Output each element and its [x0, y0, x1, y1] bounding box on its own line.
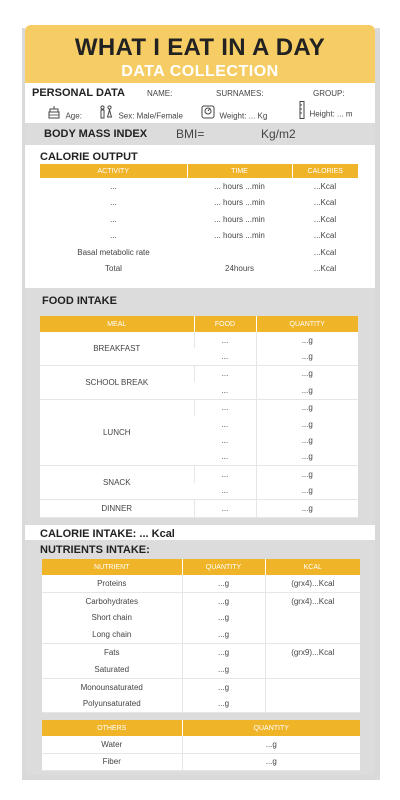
- header-banner: [25, 25, 375, 83]
- ruler-icon: [299, 101, 305, 124]
- table-row: [42, 696, 360, 713]
- column-header: QUANTITY: [182, 559, 265, 575]
- table-cell: ... hours ...min: [214, 181, 265, 191]
- page-subtitle: DATA COLLECTION: [121, 63, 279, 80]
- calorie-output-table: [40, 164, 358, 277]
- table-cell: ...: [194, 483, 256, 500]
- name-label: NAME:: [147, 89, 173, 98]
- table-row: [40, 261, 358, 278]
- table-cell: ...g: [182, 661, 265, 678]
- bmi-label: BODY MASS INDEX: [44, 128, 148, 140]
- table-cell: ...g: [256, 499, 358, 517]
- table-cell: ...g: [256, 382, 358, 399]
- table-cell: ... hours ...min: [214, 214, 265, 224]
- table-cell: ...g: [256, 466, 358, 483]
- column-header: QUANTITY: [182, 720, 360, 736]
- others-table: [42, 720, 360, 771]
- people-icon: [98, 105, 114, 124]
- table-cell: ...g: [182, 575, 265, 592]
- table-row: [42, 575, 360, 592]
- table-cell: ...: [221, 436, 229, 446]
- meal-name: LUNCH: [40, 399, 194, 466]
- age-label: Age:: [65, 111, 82, 121]
- table-cell: [187, 244, 292, 261]
- page-title: WHAT I EAT IN A DAY: [74, 34, 326, 61]
- table-cell: ...g: [256, 348, 358, 365]
- worksheet-card: [25, 25, 375, 775]
- table-cell: ...: [194, 499, 256, 517]
- table-cell: ...: [194, 365, 256, 382]
- table-cell: ...Kcal: [313, 264, 337, 274]
- table-cell: Proteins: [42, 575, 182, 592]
- table-row: [40, 332, 358, 348]
- table-cell: ...g: [182, 753, 360, 771]
- table-cell: Short chain: [91, 613, 132, 623]
- bmi-formula: BMI=: [176, 127, 205, 141]
- table-cell: ...g: [256, 449, 358, 466]
- table-cell: ...Kcal: [313, 247, 337, 257]
- table-cell: Basal metabolic rate: [77, 247, 150, 257]
- table-row: [40, 365, 358, 382]
- table-cell: ...g: [182, 610, 265, 627]
- table-row: [40, 499, 358, 517]
- table-row: [42, 626, 360, 643]
- table-cell: ...: [221, 419, 229, 429]
- sex-label: Sex: Male/Female: [118, 111, 183, 121]
- table-cell: (grx4)...Kcal: [265, 592, 360, 609]
- table-cell: Polyunsaturated: [42, 696, 182, 713]
- age-field: [47, 105, 82, 121]
- table-cell: ...: [110, 198, 117, 208]
- column-header: ACTIVITY: [40, 164, 187, 178]
- table-row: [42, 661, 360, 678]
- table-cell: ...g: [256, 432, 358, 448]
- weight-field: [201, 105, 267, 121]
- table-cell: [265, 626, 360, 643]
- table-cell: ...: [194, 348, 256, 365]
- column-header: FOOD: [194, 316, 256, 332]
- table-cell: ...Kcal: [313, 214, 337, 224]
- column-header: OTHERS: [42, 720, 182, 736]
- table-cell: ...Kcal: [313, 181, 337, 191]
- table-cell: ... hours ...min: [214, 231, 265, 241]
- table-row: [40, 211, 358, 228]
- table-cell: Monounsaturated: [80, 682, 143, 692]
- table-cell: [265, 610, 360, 627]
- column-header: QUANTITY: [256, 316, 358, 332]
- table-cell: ...Kcal: [313, 231, 337, 241]
- calorie-intake-label: CALORIE INTAKE: ... Kcal: [40, 528, 175, 540]
- table-cell: [265, 696, 360, 713]
- personal-data-heading: PERSONAL DATA: [32, 87, 125, 99]
- table-cell: ...Kcal: [313, 198, 337, 208]
- table-cell: Saturated: [42, 661, 182, 678]
- scale-icon: [201, 105, 215, 124]
- table-cell: ...: [110, 214, 117, 224]
- cake-icon: [47, 105, 61, 124]
- calorie-output-heading: CALORIE OUTPUT: [40, 151, 138, 163]
- table-cell: ...: [194, 399, 256, 416]
- table-cell: ...g: [182, 736, 360, 753]
- table-row: [42, 753, 360, 771]
- table-cell: ...g: [182, 696, 265, 713]
- table-cell: ...g: [182, 644, 265, 661]
- table-cell: ...: [194, 382, 256, 399]
- table-cell: Long chain: [42, 626, 182, 643]
- sex-field: [98, 105, 183, 121]
- meal-name: SCHOOL BREAK: [40, 365, 194, 399]
- bmi-band: [25, 123, 375, 145]
- table-row: [42, 610, 360, 627]
- table-cell: ...: [110, 231, 117, 241]
- column-header: MEAL: [40, 316, 194, 332]
- table-cell: ...g: [256, 416, 358, 432]
- table-cell: ...g: [182, 592, 265, 609]
- table-cell: ...: [110, 181, 117, 191]
- table-row: [42, 678, 360, 695]
- table-row: [40, 399, 358, 416]
- table-cell: ...g: [256, 332, 358, 348]
- nutrients-heading: NUTRIENTS INTAKE:: [40, 544, 150, 556]
- food-intake-heading: FOOD INTAKE: [42, 295, 117, 307]
- table-cell: Fiber: [42, 753, 182, 771]
- table-row: [40, 244, 358, 261]
- table-row: [40, 228, 358, 245]
- table-cell: ...g: [182, 626, 265, 643]
- table-cell: ... hours ...min: [214, 198, 265, 208]
- table-row: [40, 178, 358, 195]
- column-header: TIME: [187, 164, 292, 178]
- column-header: CALORIES: [292, 164, 358, 178]
- table-cell: Water: [42, 736, 182, 753]
- table-row: [40, 466, 358, 483]
- meal-name: DINNER: [40, 499, 194, 517]
- surnames-label: SURNAMES:: [216, 89, 264, 98]
- meal-name: BREAKFAST: [40, 332, 194, 365]
- group-label: GROUP:: [313, 89, 345, 98]
- table-row: [42, 736, 360, 753]
- meal-name: SNACK: [40, 466, 194, 500]
- table-cell: ...: [194, 449, 256, 466]
- nutrients-table: [42, 559, 360, 713]
- food-intake-table: [40, 316, 358, 518]
- table-cell: Fats: [103, 648, 120, 658]
- table-cell: [265, 661, 360, 678]
- table-cell: (grx9)...Kcal: [265, 644, 360, 661]
- weight-label: Weight: ... Kg: [219, 111, 268, 121]
- height-label: Height: ... m: [309, 109, 353, 119]
- table-cell: 24hours: [225, 264, 254, 274]
- table-row: [40, 195, 358, 212]
- height-field: [299, 101, 353, 119]
- table-cell: Carbohydrates: [85, 596, 138, 606]
- bmi-unit: Kg/m2: [261, 127, 296, 141]
- column-header: KCAL: [265, 559, 360, 575]
- table-cell: ...: [194, 466, 256, 483]
- table-cell: ...g: [256, 399, 358, 416]
- column-header: NUTRIENT: [42, 559, 182, 575]
- table-row: [42, 592, 360, 609]
- table-cell: ...g: [256, 483, 358, 500]
- table-row: [42, 644, 360, 661]
- table-cell: ...g: [256, 365, 358, 382]
- table-cell: ...: [194, 332, 256, 348]
- table-cell: (grx4)...Kcal: [265, 575, 360, 592]
- table-cell: [265, 678, 360, 695]
- table-cell: ...g: [182, 678, 265, 695]
- table-cell: Total: [105, 264, 122, 274]
